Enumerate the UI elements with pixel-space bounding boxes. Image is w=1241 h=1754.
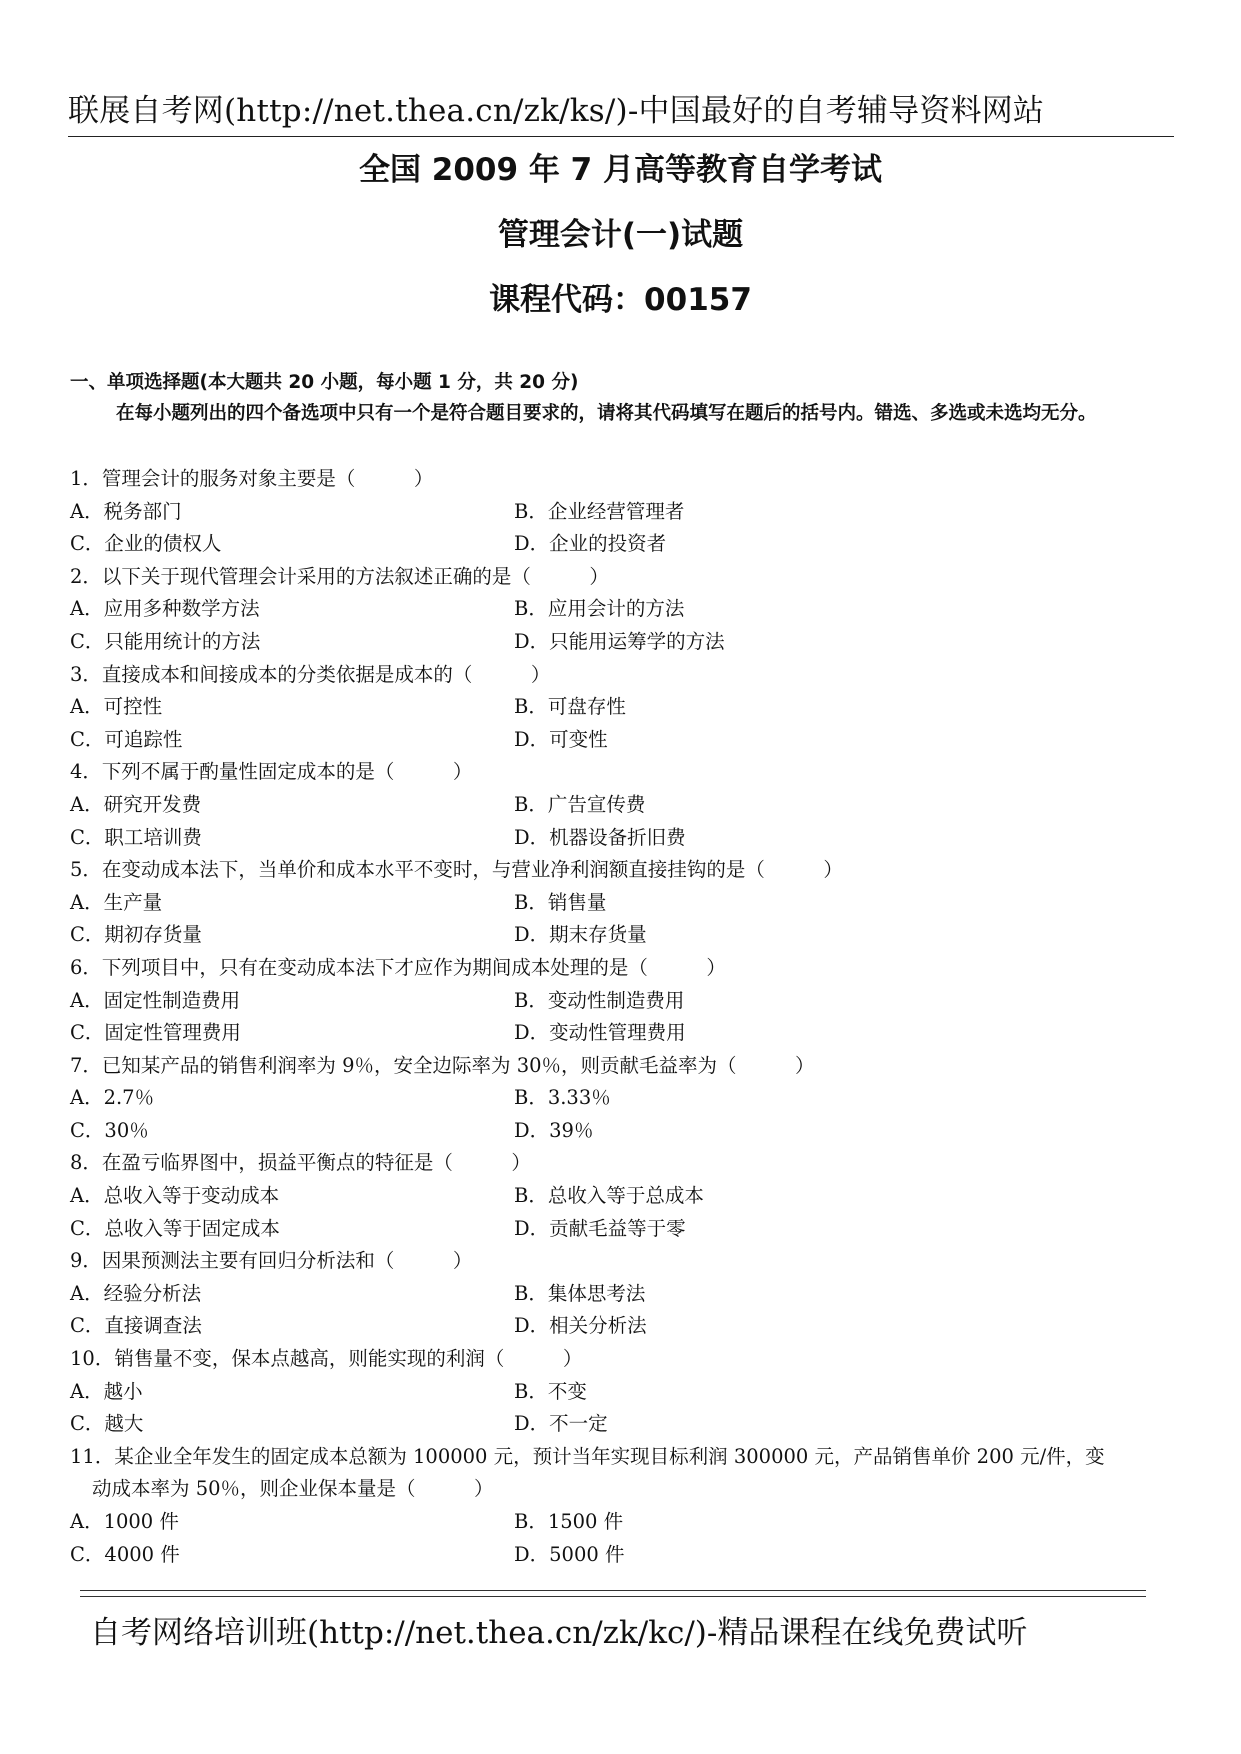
header-divider: [68, 136, 1174, 137]
answer-option: A．1000 件: [70, 1510, 179, 1533]
answer-option: B．3.33％: [514, 1086, 611, 1110]
option-row: [70, 1082, 1180, 1115]
answer-option: C．4000 件: [70, 1542, 180, 1566]
answer-option: D．39％: [514, 1118, 594, 1142]
answer-option: A．越小: [70, 1379, 143, 1403]
answer-option: C．只能用统计的方法: [70, 629, 261, 653]
answer-option: D．只能用运筹学的方法: [514, 629, 725, 653]
answer-option: D．变动性管理费用: [514, 1021, 686, 1045]
option-row: [70, 1180, 1180, 1213]
answer-option: D．不一定: [514, 1412, 608, 1436]
option-row: [70, 822, 1180, 855]
question-stem: 6．下列项目中，只有在变动成本法下才应作为期间成本处理的是（ ）: [70, 955, 726, 979]
answer-option: C．30％: [70, 1118, 149, 1142]
answer-option: D．机器设备折旧费: [514, 825, 686, 849]
answer-option: A．经验分析法: [70, 1281, 202, 1305]
subject-title: 管理会计(一)试题: [497, 217, 744, 253]
option-row: [70, 626, 1180, 659]
answer-option: B．1500 件: [514, 1510, 624, 1533]
answer-option: D．相关分析法: [514, 1314, 647, 1338]
answer-option: C．总收入等于固定成本: [70, 1216, 280, 1240]
course-code: 课程代码：00157: [489, 282, 752, 318]
answer-option: B．企业经营管理者: [514, 499, 685, 523]
option-row: [70, 1017, 1180, 1050]
option-row: [70, 1310, 1180, 1343]
option-row: [70, 528, 1180, 561]
exam-title: 全国 2009 年 7 月高等教育自学考试: [358, 152, 883, 188]
footer-divider: [80, 1590, 1146, 1597]
question-stem: 7．已知某产品的销售利润率为 9％，安全边际率为 30％，则贡献毛益率为（ ）: [70, 1053, 815, 1077]
option-row: [70, 1213, 1180, 1246]
answer-option: A．应用多种数学方法: [70, 597, 260, 621]
answer-option: D．5000 件: [514, 1542, 625, 1566]
answer-option: B．集体思考法: [514, 1281, 646, 1305]
answer-option: C．期初存货量: [70, 923, 202, 947]
section-instruction: 在每小题列出的四个备选项中只有一个是符合题目要求的，请将其代码填写在题后的括号内。错选、多选或未选均无分。: [116, 403, 1097, 424]
question-stem: 2．以下关于现代管理会计采用的方法叙述正确的是（ ）: [70, 564, 609, 588]
answer-option: C．职工培训费: [70, 825, 202, 849]
question-stem: 10．销售量不变，保本点越高，则能实现的利润（ ）: [70, 1347, 583, 1371]
answer-option: C．企业的债权人: [70, 532, 222, 556]
option-row: [70, 1278, 1180, 1311]
answer-option: B．总收入等于总成本: [514, 1184, 704, 1208]
option-row: [70, 985, 1180, 1018]
answer-option: A．2.7％: [70, 1086, 155, 1110]
option-row: [70, 1539, 1180, 1572]
question-stem: 5．在变动成本法下，当单价和成本水平不变时，与营业净利润额直接挂钩的是（ ）: [70, 858, 843, 882]
option-row: [70, 593, 1180, 626]
answer-option: B．应用会计的方法: [514, 597, 685, 621]
option-row: [70, 724, 1180, 757]
site-footer: 自考网络培训班(http://net.thea.cn/zk/kc/)-精品课程在线免费试听: [90, 1615, 1028, 1651]
answer-option: D．企业的投资者: [514, 532, 667, 556]
answer-option: D．可变性: [514, 727, 608, 751]
answer-option: D．期末存货量: [514, 923, 647, 947]
option-row: [70, 1115, 1180, 1148]
option-row: [70, 1506, 1180, 1539]
answer-option: A．总收入等于变动成本: [70, 1184, 280, 1208]
answer-option: B．可盘存性: [514, 695, 626, 719]
question-stem: 11．某企业全年发生的固定成本总额为 100000 元，预计当年实现目标利润 300000 元，产品销售单价 200 元/件，变: [70, 1444, 1105, 1468]
question-stem: 8．在盈亏临界图中，损益平衡点的特征是（ ）: [70, 1151, 531, 1175]
question-stem: 4．下列不属于酌量性固定成本的是（ ）: [70, 760, 473, 784]
answer-option: B．变动性制造费用: [514, 988, 685, 1012]
question-list: [70, 463, 1180, 1571]
answer-option: B．不变: [514, 1379, 587, 1403]
answer-option: A．固定性制造费用: [70, 988, 241, 1012]
answer-option: A．研究开发费: [70, 792, 202, 816]
option-row: [70, 887, 1180, 920]
option-row: [70, 1408, 1180, 1441]
answer-option: A．生产量: [70, 890, 163, 914]
answer-option: C．越大: [70, 1412, 144, 1436]
answer-option: C．可追踪性: [70, 727, 183, 751]
section-heading: 一、单项选择题(本大题共 20 小题，每小题 1 分，共 20 分): [70, 372, 579, 393]
answer-option: C．直接调查法: [70, 1314, 202, 1338]
question-stem: 9．因果预测法主要有回归分析法和（ ）: [70, 1249, 473, 1273]
option-row: [70, 789, 1180, 822]
answer-option: D．贡献毛益等于零: [514, 1216, 686, 1240]
answer-option: A．可控性: [70, 695, 163, 719]
question-stem: 1．管理会计的服务对象主要是（ ）: [70, 467, 434, 490]
answer-option: A．税务部门: [70, 499, 182, 523]
option-row: [70, 691, 1180, 724]
option-row: [70, 1376, 1180, 1409]
answer-option: B．广告宣传费: [514, 792, 646, 816]
question-stem: 动成本率为 50％，则企业保本量是（ ）: [92, 1477, 494, 1501]
site-header: 联展自考网(http://net.thea.cn/zk/ks/)-中国最好的自考辅导资料网站: [68, 93, 1045, 129]
question-stem: 3．直接成本和间接成本的分类依据是成本的（ ）: [70, 662, 551, 686]
option-row: [70, 496, 1180, 529]
answer-option: B．销售量: [514, 890, 607, 914]
answer-option: C．固定性管理费用: [70, 1021, 241, 1045]
option-row: [70, 919, 1180, 952]
